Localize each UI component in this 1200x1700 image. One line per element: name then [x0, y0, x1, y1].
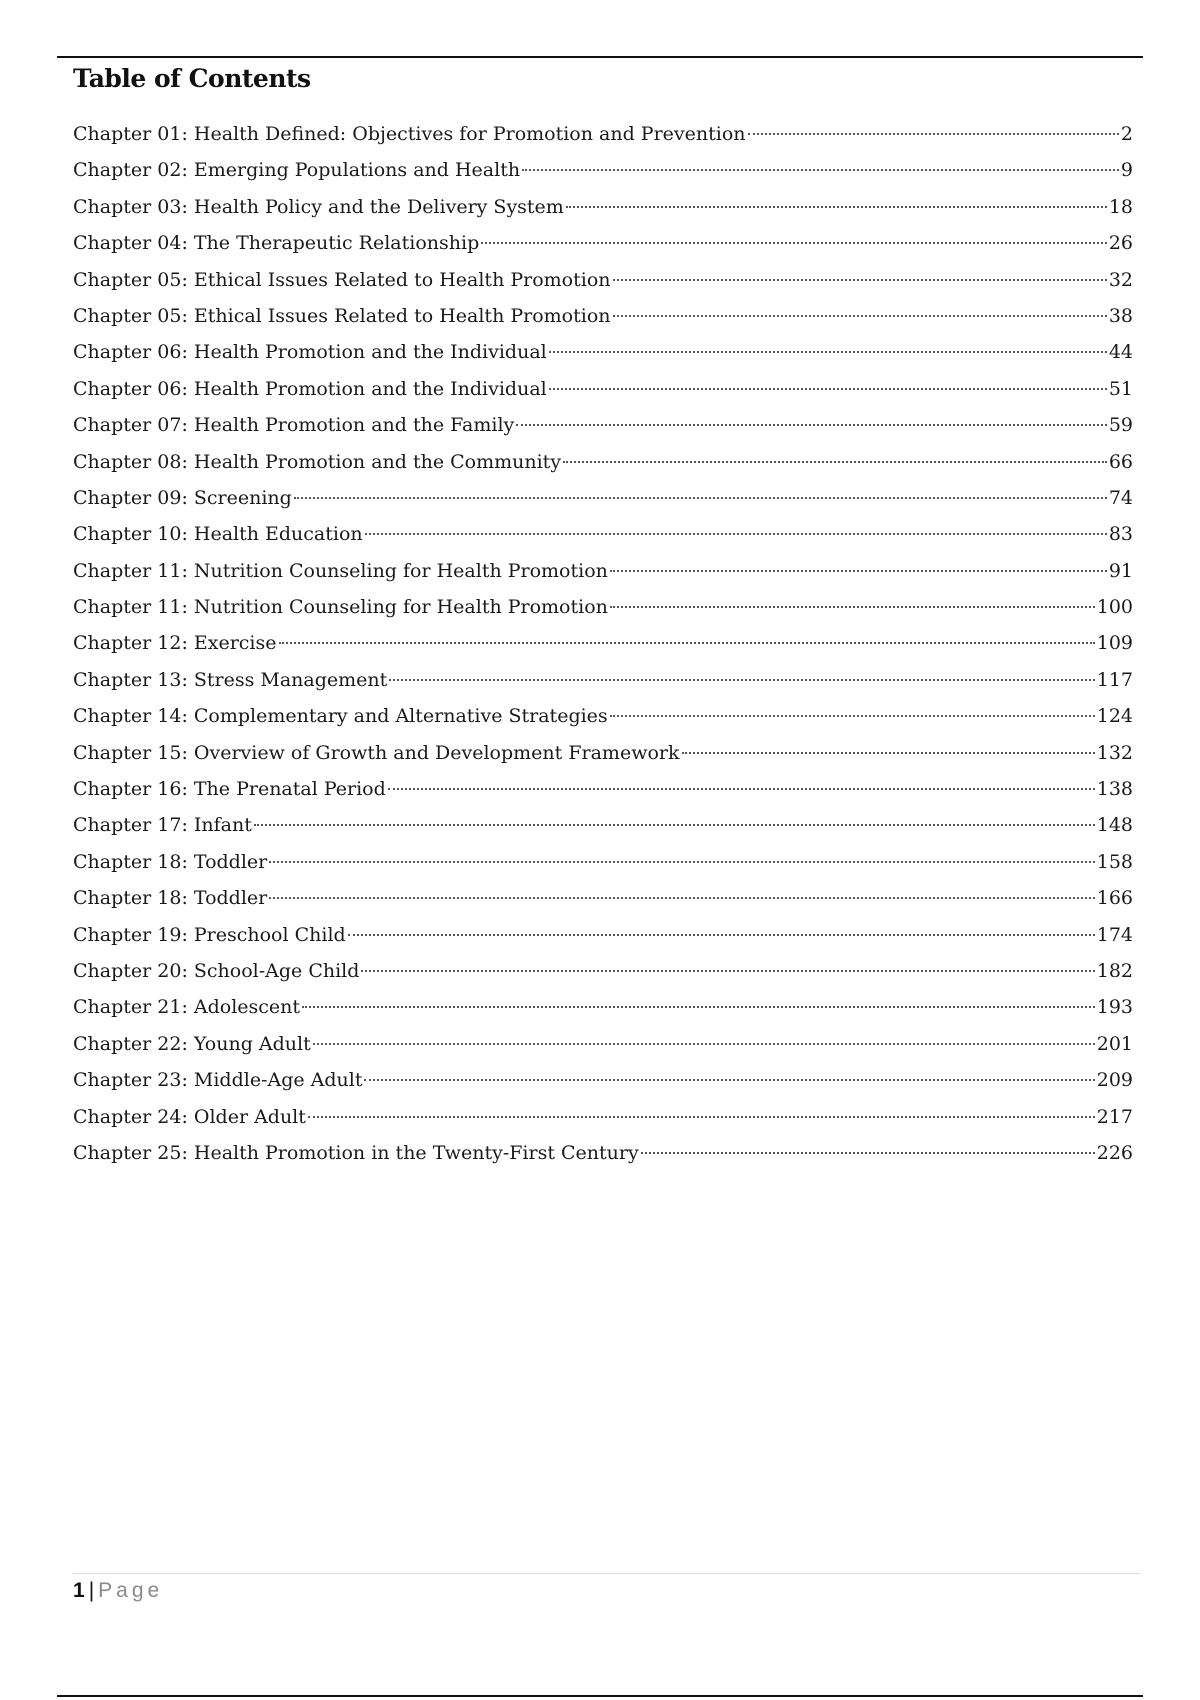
toc-title: Table of Contents [73, 64, 311, 93]
toc-entry[interactable] [73, 807, 1133, 843]
toc-entry-page-number: 209 [1096, 1069, 1133, 1092]
toc-entry-page-number: 9 [1120, 159, 1133, 182]
toc-entry[interactable] [73, 662, 1133, 698]
toc-dot-leader [748, 133, 1119, 135]
toc-entry[interactable] [73, 880, 1133, 916]
toc-dot-leader [388, 788, 1095, 790]
toc-entry[interactable] [73, 298, 1133, 334]
top-border-line [57, 56, 1143, 58]
toc-entry[interactable] [73, 917, 1133, 953]
toc-entry[interactable] [73, 116, 1133, 152]
toc-entry-page-number: 132 [1096, 741, 1133, 764]
toc-entry-title: Chapter 13: Stress Management [73, 668, 388, 691]
toc-dot-leader [313, 1043, 1095, 1045]
toc-entry[interactable] [73, 444, 1133, 480]
toc-entry-page-number: 124 [1096, 705, 1133, 728]
toc-entry-title: Chapter 11: Nutrition Counseling for Health Promotion [73, 559, 608, 582]
toc-dot-leader [365, 533, 1107, 535]
toc-entry-page-number: 166 [1096, 887, 1133, 910]
toc-entry-page-number: 201 [1096, 1032, 1133, 1055]
toc-entry-title: Chapter 23: Middle-Age Adult [73, 1069, 363, 1092]
toc-dot-leader [364, 1079, 1094, 1081]
toc-dot-leader [269, 861, 1094, 863]
toc-entry-title: Chapter 14: Complementary and Alternative Strategies [73, 705, 608, 728]
toc-entry-page-number: 32 [1108, 268, 1133, 291]
toc-entry[interactable] [73, 152, 1133, 188]
toc-entry[interactable] [73, 334, 1133, 370]
toc-entry-title: Chapter 05: Ethical Issues Related to Health Promotion [73, 304, 611, 327]
toc-dot-leader [522, 169, 1119, 171]
toc-entry-page-number: 44 [1108, 341, 1133, 364]
toc-entry-title: Chapter 25: Health Promotion in the Twenty-First Century [73, 1141, 639, 1164]
toc-entry-page-number: 83 [1108, 523, 1133, 546]
toc-entry[interactable] [73, 735, 1133, 771]
toc-entry-page-number: 74 [1108, 486, 1133, 509]
toc-entry[interactable] [73, 1026, 1133, 1062]
toc-entry[interactable] [73, 516, 1133, 552]
toc-dot-leader [549, 388, 1107, 390]
toc-dot-leader [516, 424, 1107, 426]
toc-dot-leader [389, 679, 1094, 681]
toc-dot-leader [361, 970, 1094, 972]
toc-entry-page-number: 138 [1096, 778, 1133, 801]
toc-dot-leader [549, 351, 1107, 353]
toc-entry-page-number: 2 [1120, 123, 1133, 145]
toc-dot-leader [682, 752, 1095, 754]
toc-entry-title: Chapter 07: Health Promotion and the Family [73, 414, 515, 437]
toc-entry-title: Chapter 24: Older Adult [73, 1105, 306, 1128]
toc-entry-title: Chapter 10: Health Education [73, 523, 363, 546]
bottom-border-line [57, 1695, 1143, 1697]
toc-dot-leader [302, 1006, 1095, 1008]
toc-dot-leader [610, 606, 1095, 608]
toc-entry-page-number: 148 [1096, 814, 1133, 837]
toc-dot-leader [566, 206, 1107, 208]
toc-entry-page-number: 18 [1108, 195, 1133, 218]
toc-entry[interactable] [73, 771, 1133, 807]
toc-dot-leader [279, 642, 1095, 644]
toc-entry[interactable] [73, 225, 1133, 261]
toc-entry-title: Chapter 17: Infant [73, 814, 252, 837]
toc-dot-leader [641, 1152, 1095, 1154]
toc-entry-page-number: 91 [1108, 559, 1133, 582]
toc-dot-leader [254, 824, 1095, 826]
toc-entry-page-number: 226 [1096, 1141, 1133, 1164]
toc-entry[interactable] [73, 698, 1133, 734]
toc-entry-page-number: 193 [1096, 996, 1133, 1019]
toc-entry-title: Chapter 16: The Prenatal Period [73, 778, 386, 801]
toc-entry[interactable] [73, 844, 1133, 880]
toc-entry-title: Chapter 06: Health Promotion and the Individual [73, 377, 547, 400]
toc-dot-leader [563, 461, 1107, 463]
toc-entry-title: Chapter 03: Health Policy and the Delivery System [73, 195, 564, 218]
toc-entry-title: Chapter 09: Screening [73, 486, 292, 509]
toc-entry-page-number: 100 [1096, 596, 1133, 619]
toc-entry[interactable] [73, 1135, 1133, 1171]
toc-entry-page-number: 38 [1108, 304, 1133, 327]
toc-entry[interactable] [73, 1062, 1133, 1098]
toc-entry-page-number: 174 [1096, 923, 1133, 946]
toc-entry-page-number: 158 [1096, 850, 1133, 873]
toc-dot-leader [610, 715, 1095, 717]
toc-entry[interactable] [73, 1099, 1133, 1135]
toc-entry-page-number: 26 [1108, 232, 1133, 255]
toc-dot-leader [294, 497, 1107, 499]
toc-entry-page-number: 51 [1108, 377, 1133, 400]
toc-entry-title: Chapter 11: Nutrition Counseling for Health Promotion [73, 596, 608, 619]
toc-dot-leader [348, 934, 1095, 936]
toc-entry[interactable] [73, 262, 1133, 298]
toc-entry-title: Chapter 02: Emerging Populations and Health [73, 159, 521, 182]
toc-entry-title: Chapter 18: Toddler [73, 887, 268, 910]
toc-dot-leader [613, 279, 1107, 281]
toc-dot-leader [269, 897, 1094, 899]
toc-entry-title: Chapter 06: Health Promotion and the Individual [73, 341, 547, 364]
toc-entry-title: Chapter 15: Overview of Growth and Development Framework [73, 741, 680, 764]
page-footer [73, 1579, 163, 1603]
footer-page-label: Page [98, 1579, 164, 1602]
toc-entry-page-number: 117 [1096, 668, 1133, 691]
toc-dot-leader [613, 315, 1107, 317]
toc-entry[interactable] [73, 589, 1133, 625]
toc-entry-title: Chapter 18: Toddler [73, 850, 268, 873]
toc-entry-title: Chapter 12: Exercise [73, 632, 277, 655]
toc-entry-title: Chapter 22: Young Adult [73, 1032, 311, 1055]
footer-separator: | [88, 1579, 95, 1602]
toc-entry[interactable] [73, 553, 1133, 589]
toc-entry-page-number: 109 [1096, 632, 1133, 655]
toc-entry[interactable] [73, 371, 1133, 407]
footer-page-number: 1 [73, 1579, 85, 1602]
toc-dot-leader [610, 570, 1107, 572]
toc-entry-title: Chapter 04: The Therapeutic Relationship [73, 232, 480, 255]
footer-divider [73, 1573, 1141, 1574]
toc-entry-title: Chapter 20: School-Age Child [73, 959, 360, 982]
toc-entry[interactable] [73, 189, 1133, 225]
toc-entry[interactable] [73, 480, 1133, 516]
toc-entry[interactable] [73, 407, 1133, 443]
toc-entry-page-number: 59 [1108, 414, 1133, 437]
toc-entry-title: Chapter 19: Preschool Child [73, 923, 346, 946]
toc-entry[interactable] [73, 625, 1133, 661]
toc-entry-title: Chapter 08: Health Promotion and the Community [73, 450, 562, 473]
toc-dot-leader [308, 1116, 1095, 1118]
toc-entry-page-number: 217 [1096, 1105, 1133, 1128]
toc-entry[interactable] [73, 989, 1133, 1025]
toc-entry-page-number: 182 [1096, 959, 1133, 982]
toc-entry[interactable] [73, 953, 1133, 989]
toc-entry-title: Chapter 21: Adolescent [73, 996, 301, 1019]
toc-list [73, 116, 1133, 1171]
toc-dot-leader [481, 242, 1107, 244]
toc-entry-title: Chapter 01: Health Defined: Objectives for Promotion and Prevention [73, 123, 746, 145]
toc-entry-title: Chapter 05: Ethical Issues Related to Health Promotion [73, 268, 611, 291]
toc-entry-page-number: 66 [1108, 450, 1133, 473]
